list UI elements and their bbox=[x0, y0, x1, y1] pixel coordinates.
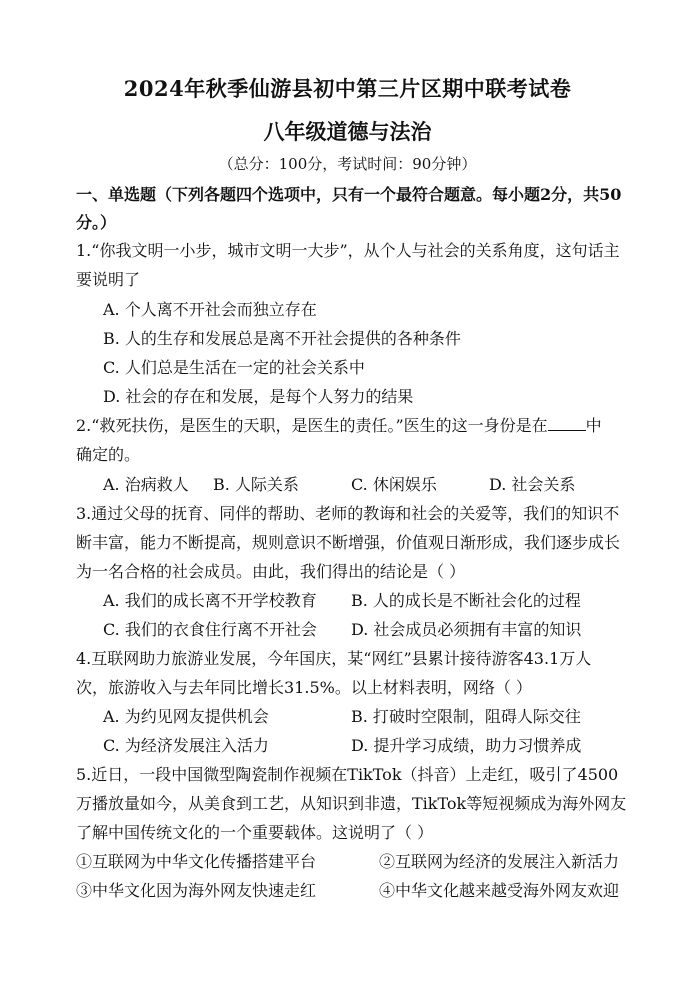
question-3-option-a: A. 我们的成长离不开学校教育 bbox=[103, 591, 317, 610]
question-1-option-c: C. 人们总是生活在一定的社会关系中 bbox=[103, 358, 365, 377]
question-5-option-2: ②互联网为经济的发展注入新活力 bbox=[379, 852, 620, 871]
question-2-stem-cont: 确定的。 bbox=[76, 445, 141, 464]
question-4-option-c: C. 为经济发展注入活力 bbox=[103, 736, 269, 755]
question-5-option-3: ③中华文化因为海外网友快速走红 bbox=[76, 881, 317, 900]
question-2-option-d: D. 社会关系 bbox=[489, 475, 576, 494]
exam-title: 2024年秋季仙游县初中第三片区期中联考试卷 bbox=[123, 76, 572, 101]
question-2-option-a: A. 治病救人 bbox=[103, 475, 189, 494]
exam-subject: 八年级道德与法治 bbox=[263, 119, 432, 144]
question-5-option-4: ④中华文化越来越受海外网友欢迎 bbox=[379, 881, 620, 900]
section-heading-cont: 分。） bbox=[76, 213, 117, 232]
question-2-stem-tail: 中 bbox=[585, 416, 602, 435]
question-2-option-c: C. 休闲娱乐 bbox=[351, 475, 437, 494]
question-2-option-b: B. 人际关系 bbox=[213, 475, 299, 494]
question-1-stem: 1.“你我文明一小步，城市文明一大步”，从个人与社会的关系角度，这句话主 bbox=[76, 241, 620, 260]
answer-blank bbox=[548, 416, 586, 431]
question-3-option-d: D. 社会成员必须拥有丰富的知识 bbox=[351, 620, 582, 639]
question-3-option-c: C. 我们的衣食住行离不开社会 bbox=[103, 620, 317, 639]
exam-meta: （总分：100分，考试时间：90分钟） bbox=[218, 155, 477, 173]
question-5-stem-cont-2: 了解中国传统文化的一个重要载体。这说明了（ ） bbox=[76, 823, 434, 842]
question-5-option-1: ①互联网为中华文化传播搭建平台 bbox=[76, 852, 317, 871]
question-1-option-d: D. 社会的存在和发展，是每个人努力的结果 bbox=[103, 387, 414, 406]
section-heading: 一、单选题（下列各题四个选项中，只有一个最符合题意。每小题2分，共50 bbox=[76, 185, 622, 204]
question-3-stem-cont-1: 断丰富，能力不断提高，规则意识不断增强，价值观日渐形成，我们逐步成长 bbox=[76, 533, 621, 552]
question-4-option-a: A. 为约见网友提供机会 bbox=[103, 707, 269, 726]
question-3-stem: 3.通过父母的抚育、同伴的帮助、老师的教诲和社会的关爱等，我们的知识不 bbox=[76, 504, 620, 523]
question-5-stem: 5.近日，一段中国微型陶瓷制作视频在TikTok（抖音）上走红，吸引了4500 bbox=[76, 765, 619, 784]
question-1-option-a: A. 个人离不开社会而独立存在 bbox=[103, 300, 317, 319]
question-3-stem-cont-2: 为一名合格的社会成员。由此，我们得出的结论是（ ） bbox=[76, 562, 466, 581]
question-4-stem-cont: 次，旅游收入与去年同比增长31.5%。以上材料表明，网络（ ） bbox=[76, 678, 532, 697]
question-1-stem-cont: 要说明了 bbox=[76, 270, 141, 289]
question-2-stem bbox=[76, 416, 602, 436]
question-4-stem: 4.互联网助力旅游业发展，今年国庆，某“网红”县累计接待游客43.1万人 bbox=[76, 649, 592, 668]
question-4-option-b: B. 打破时空限制，阻碍人际交往 bbox=[351, 707, 581, 726]
question-5-stem-cont-1: 万播放量如今，从美食到工艺，从知识到非遗，TikTok等短视频成为海外网友 bbox=[76, 794, 627, 813]
question-1-option-b: B. 人的生存和发展总是离不开社会提供的各种条件 bbox=[103, 329, 461, 348]
question-4-option-d: D. 提升学习成绩，助力习惯养成 bbox=[351, 736, 582, 755]
question-3-option-b: B. 人的成长是不断社会化的过程 bbox=[351, 591, 581, 610]
question-2-stem-text: 2.“救死扶伤，是医生的天职，是医生的责任。”医生的这一身份是在 bbox=[76, 416, 548, 435]
